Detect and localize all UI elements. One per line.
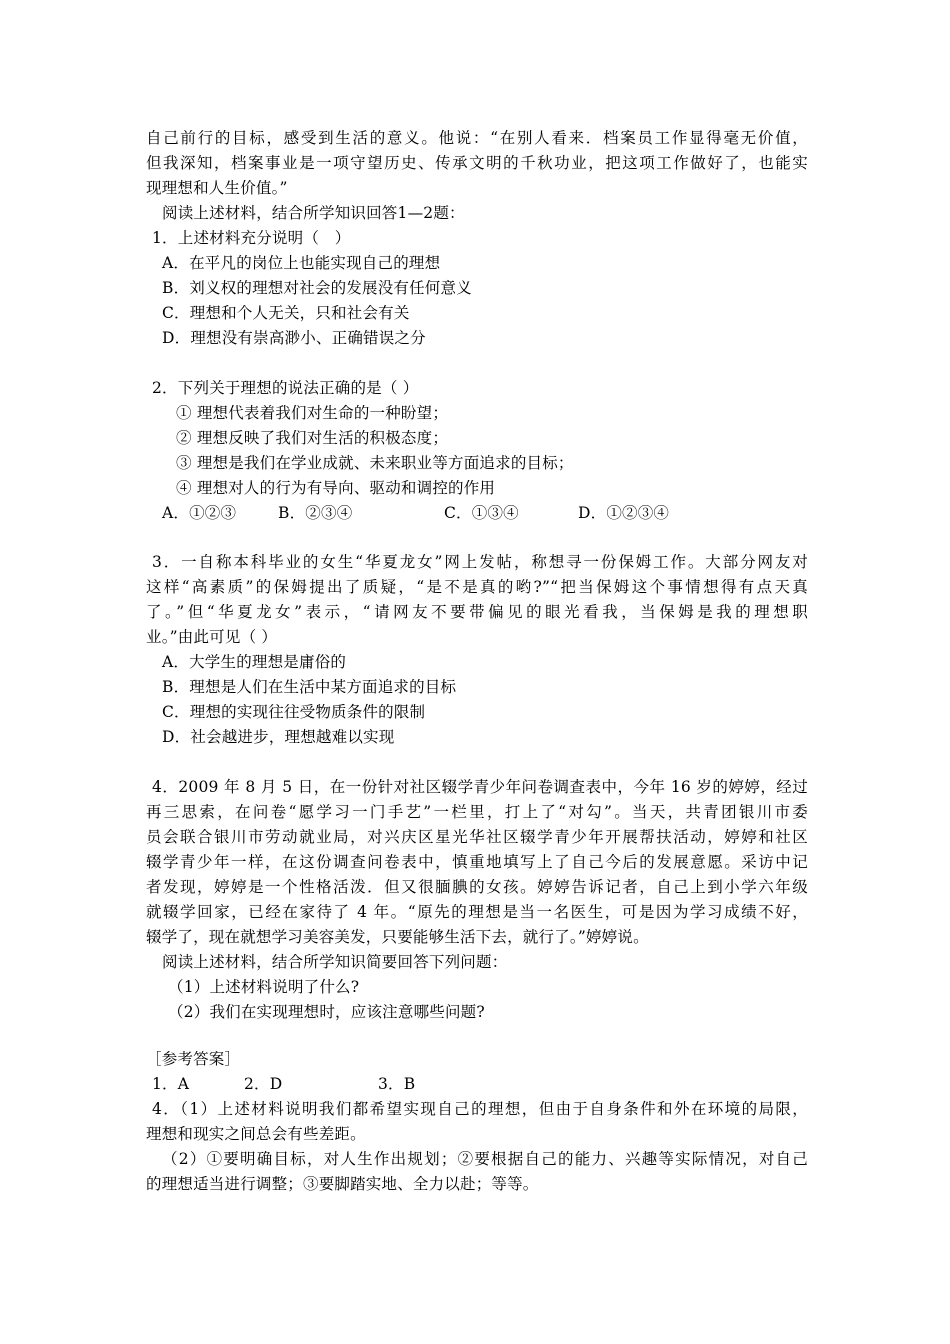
question-2-statement: ③ 理想是我们在学业成就、未来职业等方面追求的目标； — [176, 454, 574, 472]
question-4-stem: 员会联合银川市劳动就业局，对兴庆区星光华社区辍学青少年开展帮扶活动，婷婷和社区 — [146, 828, 808, 846]
question-1-stem: 1．上述材料充分说明（ ） — [152, 229, 351, 247]
intro-line: 自己前行的目标，感受到生活的意义。他说：“在别人看来．档案员工作显得毫无价值， — [146, 129, 808, 147]
intro-line: 现理想和人生价值。” — [146, 179, 288, 197]
question-2-statement: ① 理想代表着我们对生命的一种盼望； — [176, 404, 449, 422]
answer-1: 1．A — [152, 1075, 190, 1093]
question-3-stem: 了。”但“华夏龙女”表示，“请网友不要带偏见的眼光看我，当保姆是我的理想职 — [146, 603, 808, 621]
question-2-option-b: B．②③④ — [278, 504, 353, 522]
answer-4-line: （2）①要明确目标，对人生作出规划；②要根据自己的能力、兴趣等实际情况，对自己 — [162, 1150, 808, 1168]
answer-4-line: 理想和现实之间总会有些差距。 — [146, 1125, 366, 1143]
question-2-option-c: C．①③④ — [444, 504, 519, 522]
answers-multiple-choice — [152, 1072, 415, 1097]
question-2-option-d: D．①②③④ — [578, 504, 670, 522]
answer-3: 3．B — [378, 1075, 416, 1093]
answers-heading: ［参考答案］ — [146, 1050, 241, 1068]
question-3-stem: 这样“高素质”的保姆提出了质疑，“是不是真的哟?”“把当保姆这个事情想得有点天真 — [146, 578, 808, 596]
answer-2: 2．D — [244, 1075, 283, 1093]
question-2-option-a: A．①②③ — [162, 504, 237, 522]
question-4-instruction: 阅读上述材料，结合所学知识简要回答下列问题： — [162, 953, 508, 971]
question-1-option-d: D．理想没有崇高渺小、正确错误之分 — [162, 329, 426, 347]
reading-instruction: 阅读上述材料，结合所学知识回答1—2题： — [162, 204, 465, 222]
question-2-options — [162, 501, 669, 526]
answer-4-line: 的理想适当进行调整；③要脚踏实地、全力以赴；等等。 — [146, 1175, 539, 1193]
question-2-stem: 2．下列关于理想的说法正确的是（ ） — [152, 379, 419, 397]
question-3-stem: 业。”由此可见（ ） — [146, 628, 278, 646]
question-4-subquestion: （1）上述材料说明了什么? — [168, 978, 360, 996]
question-3-option-b: B．理想是人们在生活中某方面追求的目标 — [162, 678, 457, 696]
question-2-statement: ④ 理想对人的行为有导向、驱动和调控的作用 — [176, 479, 496, 497]
intro-line: 但我深知，档案事业是一项守望历史、传承文明的千秋功业，把这项工作做好了，也能实 — [146, 154, 808, 172]
question-3-option-c: C．理想的实现往往受物质条件的限制 — [162, 703, 426, 721]
question-4-stem: 再三思索，在问卷“愿学习一门手艺”一栏里，打上了“对勾”。当天，共青团银川市委 — [146, 803, 808, 821]
question-2-statement: ② 理想反映了我们对生活的积极态度； — [176, 429, 449, 447]
question-3-option-d: D．社会越进步，理想越难以实现 — [162, 728, 395, 746]
question-1-option-b: B．刘义权的理想对社会的发展没有任何意义 — [162, 279, 472, 297]
question-4-stem: 者发现，婷婷是一个性格活泼．但又很腼腆的女孩。婷婷告诉记者，自己上到小学六年级 — [146, 878, 808, 896]
question-4-stem: 辍学了，现在就想学习美容美发，只要能够生活下去，就行了。”婷婷说。 — [146, 928, 649, 946]
question-3-option-a: A．大学生的理想是庸俗的 — [162, 653, 347, 671]
question-4-stem: 4．2009 年 8 月 5 日，在一份针对社区辍学青少年问卷调查表中，今年 16 岁的婷婷，经过 — [152, 778, 808, 796]
question-3-stem: 3．一自称本科毕业的女生“华夏龙女”网上发帖，称想寻一份保姆工作。大部分网友对 — [152, 553, 808, 571]
question-1-option-c: C．理想和个人无关，只和社会有关 — [162, 304, 410, 322]
question-4-subquestion: （2）我们在实现理想时，应该注意哪些问题? — [168, 1003, 485, 1021]
answer-4-line: 4．（1）上述材料说明我们都希望实现自己的理想，但由于自身条件和外在环境的局限， — [152, 1100, 808, 1118]
question-1-option-a: A．在平凡的岗位上也能实现自己的理想 — [162, 254, 441, 272]
question-4-stem: 就辍学回家，已经在家待了 4 年。“原先的理想是当一名医生，可是因为学习成绩不好， — [146, 903, 808, 921]
question-4-stem: 辍学青少年一样，在这份调查问卷表中，慎重地填写上了自己今后的发展意愿。采访中记 — [146, 853, 808, 871]
